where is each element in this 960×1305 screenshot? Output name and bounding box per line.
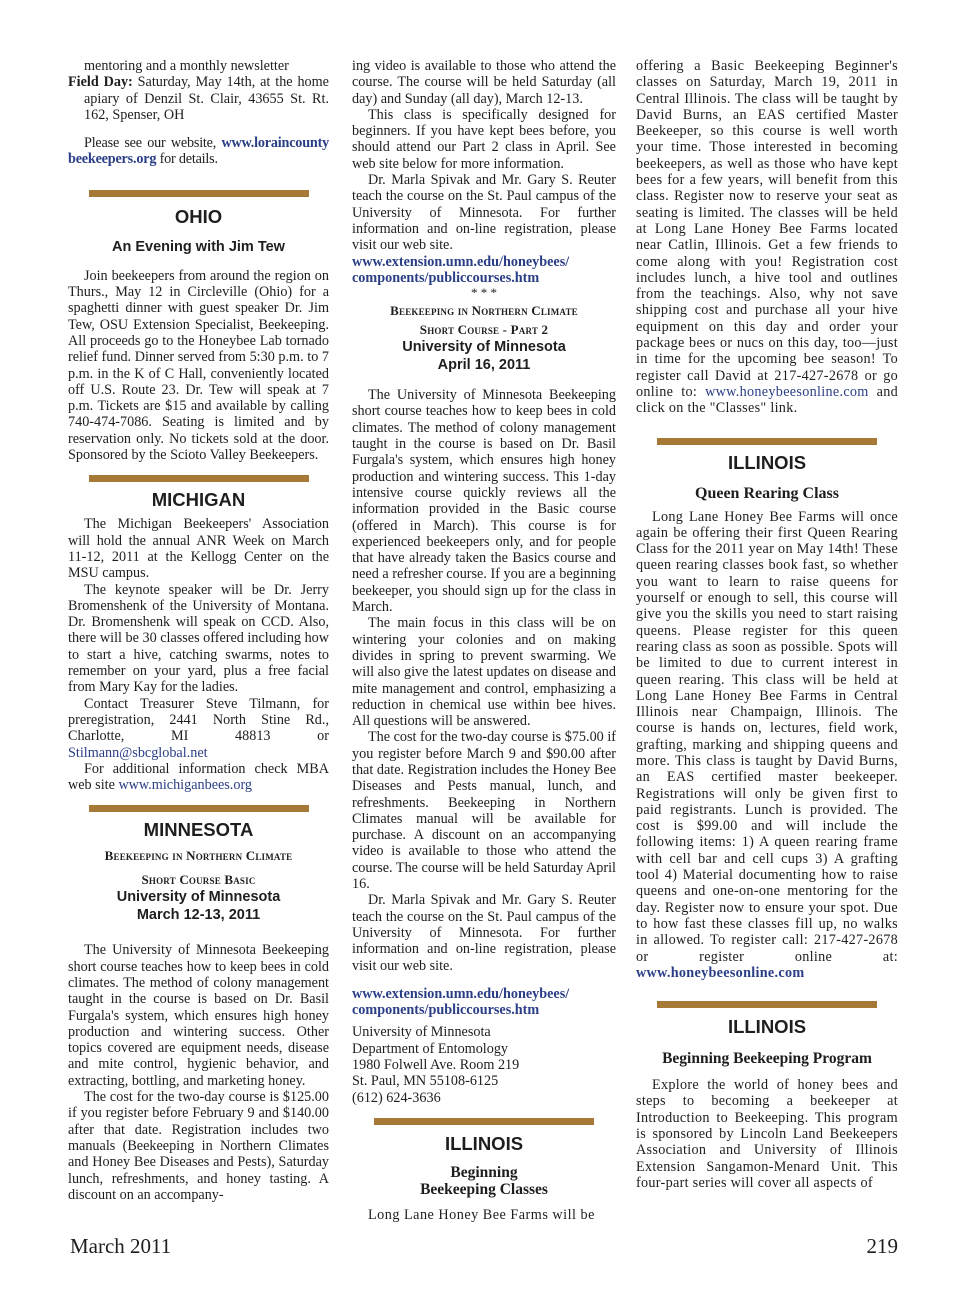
section-divider-bar bbox=[89, 475, 309, 482]
part2-paragraph-3: The cost for the two-day course is $75.00 if you register before March 9 and $90.00 after that date. Registration includes the Honey Bee Diseases and Pests manual, lunch, and refreshments. Beekeeping in Northern Climates manual will be available for purchase. A discount on an accompanying video is available to those who attend the course. The course will be held Saturday April 16. bbox=[352, 729, 616, 893]
minnesota-paragraph-2: The cost for the two-day course is $125.00 if you register before February 9 and $140.00 after that date. Registration includes two manuals (Beekeeping in Northern Climates and Honey Bee Diseases and Pests), Saturday lunch, refreshments, and honey tasting. A discount on an accompany- bbox=[68, 1089, 329, 1203]
minnesota-university: University of Minnesota bbox=[116, 889, 281, 906]
ohio-paragraph: Join beekeepers from around the region on Thurs., May 12 in Circleville (Ohio) for a spaghetti dinner with guest speaker Dr. Jim Tew, OSU Extension Specialist, Beekeeping. All proceeds go to the Honeybee Lab tornado relief fund. Dinner served from 5:30 p.m. to 7 p.m. in the K of C Hall, conveniently located off U.S. Route 23. Dr. Tew will speak at 7 p.m. Tickets are $15 and available by calling 740-474-7086. Seating is limited and by reservation only. No tickets sold at the door. Sponsored by the Scioto Valley Beekeepers. bbox=[68, 267, 329, 464]
michigan-website-link[interactable]: www.michiganbees.org bbox=[118, 777, 253, 794]
beginning-program-subheading: Beginning Beekeeping Program bbox=[662, 1050, 872, 1068]
field-day-paragraph bbox=[68, 74, 329, 123]
section-separator-stars: * * * bbox=[471, 285, 497, 301]
page-number: 219 bbox=[866, 1234, 898, 1258]
part2-course-title: Beekeeping in Northern Climate bbox=[390, 303, 578, 319]
address-phone: (612) 624-3636 bbox=[352, 1089, 441, 1106]
section-divider-bar bbox=[374, 1118, 594, 1125]
part2-paragraph-1: The University of Minnesota Beekeeping short course teaches how to keep bees in cold climates. The method of colony management taught in the course is based on Dr. Basil Furgala's system, which ensures high honey production and wintering success. This 1-day intensive course quickly reviews all the information provided in the Basic course (offered in March). This course is for experienced beekeepers only, and for people that have already taken the Basics course and need a refresher course. If you are a beginning beekeeper, you should sign up for the class in March. bbox=[352, 387, 616, 616]
field-day-label: Field Day: bbox=[68, 74, 133, 91]
illinois-beginning-paragraph: Long Lane Honey Bee Farms will be bbox=[368, 1206, 595, 1223]
queen-rearing-paragraph bbox=[636, 509, 898, 982]
michigan-email-link[interactable]: Stilmann@sbcglobal.net bbox=[68, 744, 208, 761]
honeybeesonline-link-2[interactable]: www.honeybeesonline.com bbox=[636, 964, 805, 981]
michigan-paragraph-2: The keynote speaker will be Dr. Jerry Bromenshenk of the University of Montana. Dr. Bromenshenk will speak on CCD. Also, there will be 30 classes offered including how to start a hive, catching swarms, notes to remember on your yard, plus a free facial from Mary Kay for the ladies. bbox=[68, 581, 329, 696]
umn-website-link-2[interactable]: www.extension.umn.edu/honeybees/ components/publiccourses.htm bbox=[352, 985, 570, 1019]
course-text-2: This class is specifically designed for beginners. If you have kept bees before, you should attend our Part 2 class in April. See web site below for more information. bbox=[352, 106, 616, 172]
honeybeesonline-link[interactable]: www.honeybeesonline.com bbox=[705, 383, 869, 400]
part2-date: April 16, 2011 bbox=[437, 357, 531, 374]
illinois-queen-heading: ILLINOIS bbox=[727, 451, 807, 473]
part2-paragraph-4: Dr. Marla Spivak and Mr. Gary S. Reuter teach the course on the St. Paul campus of the University of Minnesota. For further information and on-line registration, please visit our web site. bbox=[352, 892, 616, 974]
michigan-paragraph-1: The Michigan Beekeepers' Association will hold the annual ANR Week on March 11-12, 2011 at the Kellogg Center on the MSU campus. bbox=[68, 516, 329, 582]
part2-course-subtitle: Short Course - Part 2 bbox=[419, 322, 549, 338]
queen-rearing-text: Long Lane Honey Bee Farms will once again be offering their first Queen Rearing Class for the 2011 year on May 14th! These queen rearing classes book fast, so whether you want to learn to raise queens for yourself or enough to sell, this course will give you the skills you need to start raising queens. Please register for this queen rearing class as soon as possible. Spots will be limited to due to current interest in queen rearing. This class will be held at Long Lane Honey Bee Farms in Central Illinois near Champaign, Illinois. The course is hands on, lectures, field work, grafting, marking and shipping queens and more. This class is taught by David Burns, an EAS certified master beekeeper. Registrations will only be given first to paid registrants. Lunch is provided. The cost is $99.00 and will include the following items: 1) A queen rearing frame with cell bar and cell cups 3) A grafting tool 4) Material documenting how to raise queens and one-on-one mentoring for the day. Register now to ensure your spot. Due to how fast these classes fill up, no walks in allowed. To register call: 217-427-2678 or register online at: bbox=[636, 508, 898, 965]
michigan-contact-text: Contact Treasurer Steve Tilmann, for preregistration, 2441 North Stine Rd., Charlotte, MI 48813 or bbox=[68, 695, 329, 745]
minnesota-dates: March 12-13, 2011 bbox=[136, 907, 261, 924]
issue-date: March 2011 bbox=[70, 1234, 172, 1258]
field-day-text: Saturday, May 14th, at the home apiary of Denzil St. Clair, 43655 St. Rt. 162, Spenser, OH bbox=[84, 74, 329, 123]
column-1 bbox=[68, 58, 329, 1203]
section-divider-bar bbox=[657, 438, 877, 445]
minnesota-heading: MINNESOTA bbox=[143, 819, 254, 841]
basic-class-text-end: and click on the "Classes" link. bbox=[636, 383, 898, 417]
illinois-beginning-subheading-2: Beekeeping Classes bbox=[420, 1180, 548, 1198]
basic-class-paragraph bbox=[636, 58, 898, 417]
section-divider-bar bbox=[657, 1001, 877, 1008]
illinois-heading: ILLINOIS bbox=[444, 1132, 524, 1154]
minnesota-course-subtitle: Short Course Basic bbox=[141, 872, 256, 888]
michigan-paragraph-4 bbox=[68, 761, 329, 794]
section-divider-bar bbox=[89, 805, 309, 812]
website-paragraph bbox=[68, 135, 329, 168]
ohio-heading: OHIO bbox=[174, 205, 223, 227]
lorain-website-link[interactable]: www.loraincounty beekeepers.org bbox=[68, 135, 329, 168]
illinois-program-heading: ILLINOIS bbox=[727, 1016, 807, 1038]
queen-rearing-subheading: Queen Rearing Class bbox=[695, 484, 839, 502]
address-line-2: Department of Entomology bbox=[352, 1040, 509, 1057]
course-text-1: ing video is available to those who attend the course. The course will be held Saturday (all day) and Sunday (all day), March 12-13. bbox=[352, 58, 616, 107]
address-line-3: 1980 Folwell Ave. Room 219 bbox=[352, 1057, 520, 1074]
website-post: for details. bbox=[156, 151, 218, 168]
part2-paragraph-2: The main focus in this class will be on wintering your colonies and on making divides in spring to prevent swarming. We will also give the latest updates on disease and mite management and control, emphasizing a reduction in chemical use within bee hives. All questions will be answered. bbox=[352, 615, 616, 730]
michigan-web-text: For additional information check MBA web site bbox=[68, 760, 329, 794]
minnesota-course-title: Beekeeping in Northern Climate bbox=[104, 848, 293, 864]
umn-website-link[interactable]: www.extension.umn.edu/honeybees/ components/publiccourses.htm bbox=[352, 253, 570, 286]
basic-class-text: offering a Basic Beekeeping Beginner's classes on Saturday, March 19, 2011 in Central Illinois. The class will be taught by David Burns, an EAS certified Master Beekeeper, so this course is well worth your time. Those interested in becoming beekeepers, as well as those who have kept bees for a few years, will benefit from this class. Register now to reserve your seat as seating is limited. The classes will be held at Long Lane Honey Bee Farms located near Catlin, Illinois. Get a few friends to come along with you! Registration cost includes lunch, a hive tool and outlines from the teachings. Also, why not save shipping cost and purchase all your hive equipment on this day and order your package bees or nucs on this day, too—just in time for the upcoming bee season! To register call David at 217-427-2678 or go online to: bbox=[636, 58, 898, 400]
illinois-beginning-subheading-1: Beginning bbox=[450, 1163, 518, 1181]
website-pre: Please see our website, bbox=[84, 135, 222, 152]
minnesota-paragraph-1: The University of Minnesota Beekeeping short course teaches how to keep bees in cold climates. The method of colony management taught in the course is based on Dr. Basil Furgala's system, which ensures high honey production and wintering success. Other topics covered are equipment needs, disease and mite control, hygienic behavior, and extracting, bottling, and marketing honey. bbox=[68, 942, 329, 1089]
mentoring-text: mentoring and a monthly newsletter bbox=[84, 58, 289, 74]
michigan-heading: MICHIGAN bbox=[151, 489, 246, 511]
part2-university: University of Minnesota bbox=[402, 339, 566, 356]
beginning-program-paragraph: Explore the world of honey bees and steps to becoming a beekeeper at Introduction to Beekeeping. This program is sponsored by Lincoln Land Beekeepers Association and University of Illinois Extension Sangamon-Menard Unit. This four-part series will cover all aspects of bbox=[636, 1077, 898, 1191]
course-text-3: Dr. Marla Spivak and Mr. Gary S. Reuter teach the course on the St. Paul campus of the University of Minnesota. For further information and on-line registration, please visit our web site. bbox=[352, 172, 616, 254]
column-3 bbox=[636, 58, 898, 1191]
section-divider-bar bbox=[89, 190, 309, 197]
address-line-4: St. Paul, MN 55108-6125 bbox=[352, 1073, 499, 1090]
address-line-1: University of Minnesota bbox=[352, 1024, 491, 1041]
ohio-subheading: An Evening with Jim Tew bbox=[112, 238, 285, 255]
michigan-paragraph-3 bbox=[68, 696, 329, 761]
column-2 bbox=[352, 58, 616, 1223]
